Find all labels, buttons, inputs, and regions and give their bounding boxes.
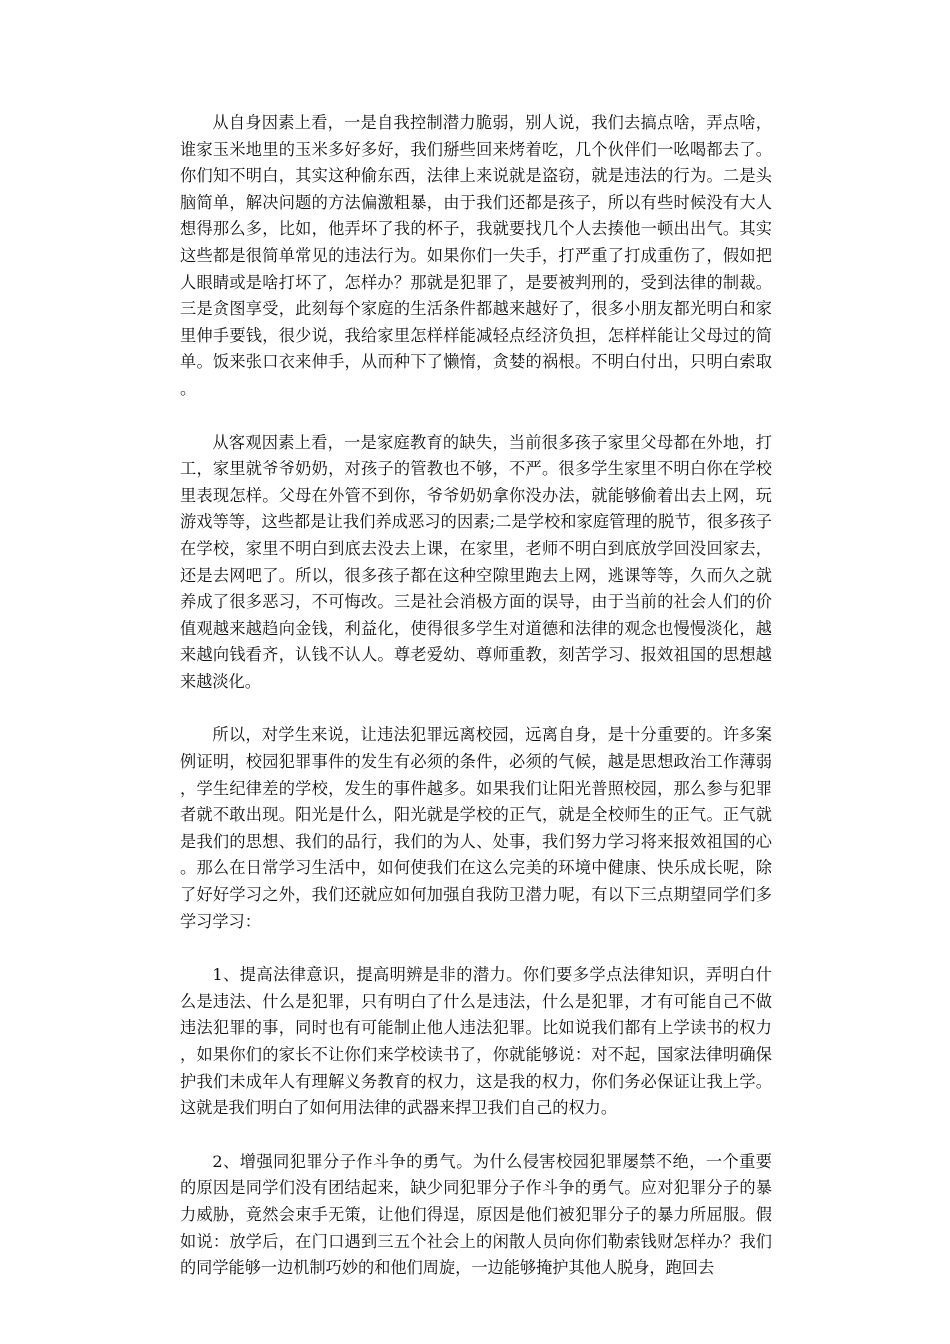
paragraph-importance: 所以，对学生来说，让违法犯罪远离校园，远离自身，是十分重要的。许多案例证明，校园犯罪事件的发生有必须的条件，必须的气候，越是思想政治工作薄弱，学生纪律差的学校，发生的事件越多。如果我们让阳光普照校园，那么参与犯罪者就不敢出现。阳光是什么，阳光就是学校的正气，就是全校师生的正气。正气就是我们的思想、我们的品行，我们的为人、处事，我们努力学习将来报效祖国的心。那么在日常学习生活中，如何使我们在这么完美的环境中健康、快乐成长呢，除了好好学习之外，我们还就应如何加强自我防卫潜力呢，有以下三点期望同学们多学习学习： xyxy=(180,725,772,931)
document-page xyxy=(180,110,772,1309)
paragraph-objective-factors: 从客观因素上看，一是家庭教育的缺失，当前很多孩子家里父母都在外地，打工，家里就爷爷奶奶，对孩子的管教也不够，不严。很多学生家里不明白你在学校里表现怎样。父母在外管不到你，爷爷奶奶拿你没办法，就能够偷着出去上网，玩游戏等等，这些都是让我们养成恶习的因素;二是学校和家庭管理的脱节，很多孩子在学校，家里不明白到底去没去上课，在家里，老师不明白到底放学回没回家去，还是去网吧了。所以，很多孩子都在这种空隙里跑去上网，逃课等等，久而久之就养成了很多恶习，不可悔改。三是社会消极方面的误导，由于当前的社会人们的价值观越来越趋向金钱，利益化，使得很多学生对道德和法律的观念也慢慢淡化，越来越向钱看齐，认钱不认人。尊老爱幼、尊师重教，刻苦学习、报效祖国的思想越来越淡化。 xyxy=(180,432,772,691)
paragraph-point-two: 2、增强同犯罪分子作斗争的勇气。为什么侵害校园犯罪屡禁不绝，一个重要的原因是同学们没有团结起来，缺少同犯罪分子作斗争的勇气。应对犯罪分子的暴力威胁，竟然会束手无策，让他们得逞，原因是他们被犯罪分子的暴力所屈服。假如说：放学后，在门口遇到三五个社会上的闲散人员向你们勒索钱财怎样办？我们的同学能够一边机制巧妙的和他们周旋，一边能够掩护其他人脱身，跑回去 xyxy=(180,1151,772,1278)
paragraph-point-one: 1、提高法律意识，提高明辨是非的潜力。你们要多学点法律知识，弄明白什么是违法、什么是犯罪，只有明白了什么是违法，什么是犯罪，才有可能自己不做违法犯罪的事，同时也有可能制止他人违法犯罪。比如说我们都有上学读书的权力，如果你们的家长不让你们来学校读书了，你就能够说：对不起，国家法律明确保护我们未成年人有理解义务教育的权力，这是我的权力，你们务必保证让我上学。这就是我们明白了如何用法律的武器来捍卫我们自己的权力。 xyxy=(180,965,772,1118)
paragraph-personal-factors: 从自身因素上看，一是自我控制潜力脆弱，别人说，我们去搞点啥，弄点啥，谁家玉米地里的玉米多好多好，我们掰些回来烤着吃，几个伙伴们一吆喝都去了。你们知不明白，其实这种偷东西，法律上来说就是盗窃，就是违法的行为。二是头脑简单，解决问题的方法偏激粗暴，由于我们还都是孩子，所以有些时候没有大人想得那么多，比如，他弄坏了我的杯子，我就要找几个人去揍他一顿出出气。其实这些都是很简单常见的违法行为。如果你们一失手，打严重了打成重伤了，假如把人眼睛或是啥打坏了，怎样办？那就是犯罪了，是要被判刑的，受到法律的制裁。三是贪图享受，此刻每个家庭的生活条件都越来越好了，很多小朋友都光明白和家里伸手要钱，很少说，我给家里怎样样能减轻点经济负担，怎样样能让父母过的简单。饭来张口衣来伸手，从而种下了懒惰，贪婪的祸根。不明白付出，只明白索取。 xyxy=(180,113,772,398)
